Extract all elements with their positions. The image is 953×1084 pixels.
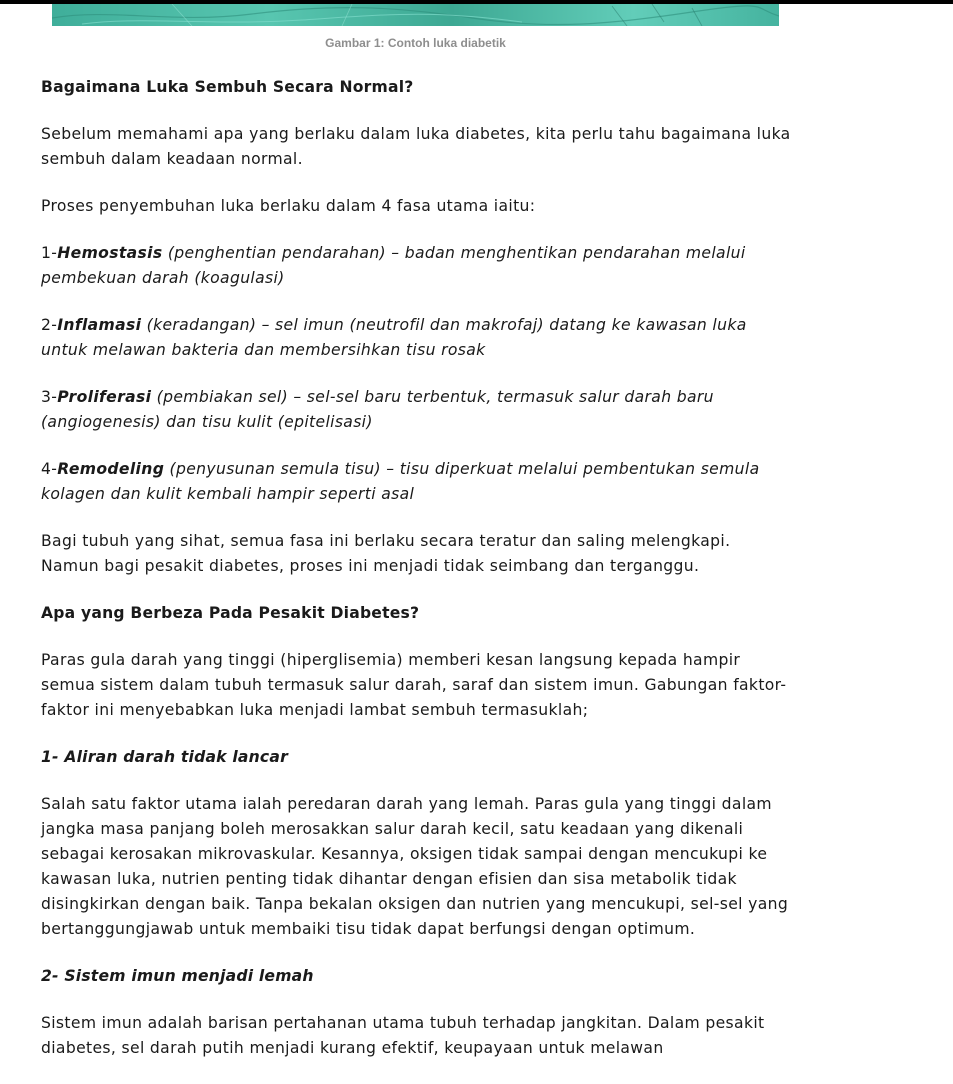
heading-normal-healing: Bagaimana Luka Sembuh Secara Normal?: [41, 78, 414, 96]
phase-name: Hemostasis: [57, 244, 163, 262]
phase-item: 3-Proliferasi (pembiakan sel) – sel-sel baru terbentuk, termasuk salur darah baru (angiogenesis) dan tisu kulit (epitelisasi): [41, 388, 714, 431]
immune-paragraph: Sistem imun adalah barisan pertahanan utama tubuh terhadap jangkitan. Dalam pesakit diabetes, sel darah putih menjadi kurang efektif, keupayaan untuk melawan: [41, 1014, 765, 1057]
intro-paragraph: Sebelum memahami apa yang berlaku dalam luka diabetes, kita perlu tahu bagaimana luka sembuh dalam keadaan normal.: [41, 125, 791, 168]
phase-name: Inflamasi: [57, 316, 142, 334]
diabetic-wound-image: [52, 4, 779, 26]
phase-item: 4-Remodeling (penyusunan semula tisu) – tisu diperkuat melalui pembentukan semula kolagen dan kulit kembali hampir seperti asal: [41, 460, 760, 503]
article-body: [41, 75, 791, 1083]
heading-diabetes-difference: Apa yang Berbeza Pada Pesakit Diabetes?: [41, 604, 420, 622]
phase-item: 2-Inflamasi (keradangan) – sel imun (neutrofil dan makrofaj) datang ke kawasan luka untuk melawan bakteria dan membersihkan tisu rosak: [41, 316, 747, 359]
diabetes-intro: Paras gula darah yang tinggi (hiperglisemia) memberi kesan langsung kepada hampir semua sistem dalam tubuh termasuk salur darah, saraf dan sistem imun. Gabungan faktor-faktor ini menyebabkan luka menjadi lambat sembuh termasuklah;: [41, 651, 787, 719]
blood-flow-paragraph: Salah satu faktor utama ialah peredaran darah yang lemah. Paras gula yang tinggi dalam jangka masa panjang boleh merosakkan salur darah kecil, satu keadaan yang dikenali sebagai kerosakan mikrovaskular. Kesannya, oksigen tidak sampai dengan mencukupi ke kawasan luka, nutrien penting tidak dihantar dengan efisien dan sisa metabolik tidak disingkirkan dengan baik. Tanpa bekalan oksigen dan nutrien yang mencukupi, sel-sel yang bertanggungjawab untuk membaiki tisu tidak dapat berfungsi dengan optimum.: [41, 795, 789, 938]
subheading-blood-flow: 1- Aliran darah tidak lancar: [41, 748, 288, 766]
subheading-immune: 2- Sistem imun menjadi lemah: [41, 967, 314, 985]
phase-name: Remodeling: [57, 460, 165, 478]
image-caption: Gambar 1: Contoh luka diabetik: [325, 36, 506, 50]
phase-item: 1-Hemostasis (penghentian pendarahan) – badan menghentikan pendarahan melalui pembekuan darah (koagulasi): [41, 244, 746, 287]
phases-intro: Proses penyembuhan luka berlaku dalam 4 fasa utama iaitu:: [41, 197, 536, 215]
healthy-note: Bagi tubuh yang sihat, semua fasa ini berlaku secara teratur dan saling melengkapi. Namun bagi pesakit diabetes, proses ini menjadi tidak seimbang dan terganggu.: [41, 532, 731, 575]
phase-name: Proliferasi: [57, 388, 152, 406]
